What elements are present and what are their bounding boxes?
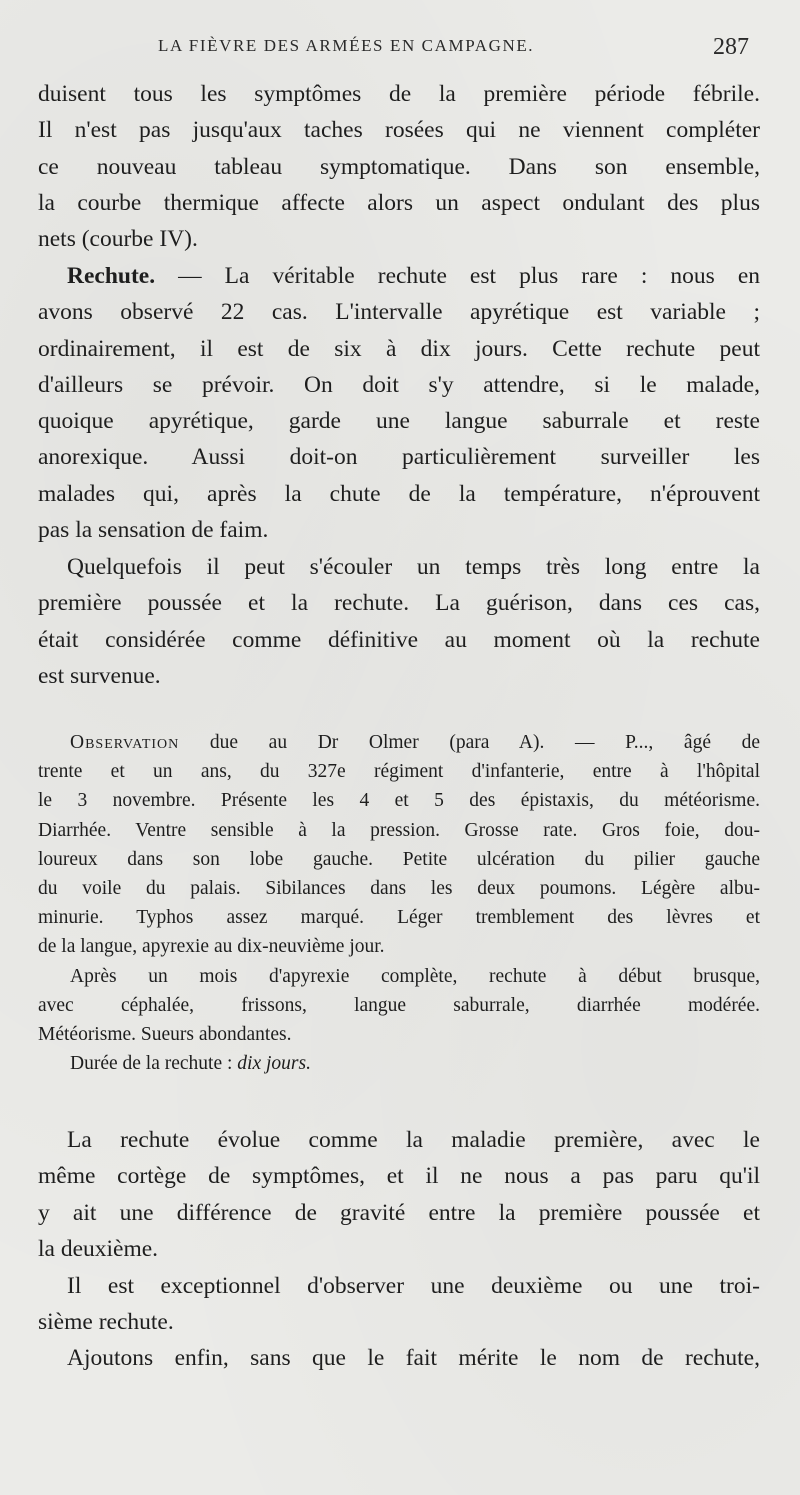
text-line: d'ailleurs se prévoir. On doit s'y attendre, si le malade, [38, 371, 760, 398]
text-line: première poussée et la rechute. La guérison, dans ces cas, [38, 590, 760, 617]
text-line: anorexique. Aussi doit-on particulièrement surveiller les [38, 444, 760, 471]
text-line: Quelquefois il peut s'écouler un temps très long entre la [67, 554, 760, 580]
text-line: la courbe thermique affecte alors un aspect ondulant des plus [38, 189, 760, 216]
paragraph-evolution [38, 1122, 760, 1267]
paragraph-continuation [38, 76, 760, 257]
text-line: ce nouveau tableau symptomatique. Dans son ensemble, [38, 153, 760, 180]
text-line: La rechute évolue comme la maladie première, avec le [67, 1127, 760, 1153]
text-line [38, 258, 760, 294]
observation-block [38, 728, 760, 1078]
text-line: nets (courbe IV). [38, 226, 198, 253]
text-line: avec céphalée, frissons, langue saburrale, diarrhée modérée. [38, 994, 760, 1016]
text-line: la deuxième. [38, 1235, 159, 1262]
observation-label: Observation [70, 732, 180, 753]
text-line: même cortège de symptômes, et il ne nous a pas paru qu'il [38, 1163, 760, 1190]
italic-text: dix jours. [237, 1053, 311, 1075]
text-line [38, 728, 760, 757]
text-line: Météorisme. Sueurs abondantes. [38, 1023, 292, 1045]
text-line: Il n'est pas jusqu'aux taches rosées qui ne viennent compléter [38, 117, 760, 144]
text-line: le 3 novembre. Présente les 4 et 5 des épistaxis, du météorisme. [38, 790, 760, 812]
running-title: LA FIÈVRE DES ARMÉES EN CAMPAGNE. [158, 36, 535, 55]
paragraph-exceptionnel [38, 1268, 760, 1341]
text-span: — La véritable rechute est plus rare : nous en [155, 263, 760, 289]
text-line: duisent tous les symptômes de la première période fébrile. [38, 81, 760, 107]
text-line: était considérée comme définitive au moment où la rechute [38, 626, 760, 653]
text-line: y ait une différence de gravité entre la première poussée et [38, 1199, 760, 1226]
text-line: Ajoutons enfin, sans que le fait mérite le nom de rechute, [67, 1345, 760, 1371]
text-line: Diarrhée. Ventre sensible à la pression. Grosse rate. Gros foie, dou- [38, 819, 760, 841]
text-line: Après un mois d'apyrexie complète, rechute à début brusque, [70, 965, 760, 987]
text-line: quoique apyrétique, garde une langue saburrale et reste [38, 408, 760, 435]
paragraph-quelquefois [38, 549, 760, 694]
text-line: trente et un ans, du 327e régiment d'infanterie, entre à l'hôpital [38, 761, 760, 783]
text-line: est survenue. [38, 662, 161, 689]
text-line: Il est exceptionnel d'observer une deuxième ou une troi- [67, 1273, 760, 1299]
text-line: avons observé 22 cas. L'intervalle apyrétique est variable ; [38, 299, 760, 326]
text-line: loureux dans son lobe gauche. Petite ulcération du pilier gauche [38, 848, 760, 870]
page-number: 287 [713, 34, 749, 60]
text-span: due au Dr Olmer (para A). — P..., âgé de [179, 732, 760, 753]
paragraph-ajoutons [38, 1340, 760, 1376]
text-line: ordinairement, il est de six à dix jours. Cette rechute peut [38, 335, 760, 362]
page-header [0, 34, 800, 64]
text-line: sième rechute. [38, 1309, 174, 1336]
text-line: minurie. Typhos assez marqué. Léger tremblement des lèvres et [38, 907, 760, 929]
text-line: de la langue, apyrexie au dix-neuvième jour. [38, 936, 385, 958]
text-line [38, 1049, 760, 1078]
text-line: du voile du palais. Sibilances dans les deux poumons. Légère albu- [38, 877, 760, 899]
text-line: malades qui, après la chute de la température, n'éprouvent [38, 480, 760, 507]
section-heading: Rechute. [67, 263, 156, 289]
paragraph-rechute [38, 258, 760, 548]
text-span: Durée de la rechute : [70, 1053, 238, 1075]
text-line: pas la sensation de faim. [38, 517, 269, 544]
